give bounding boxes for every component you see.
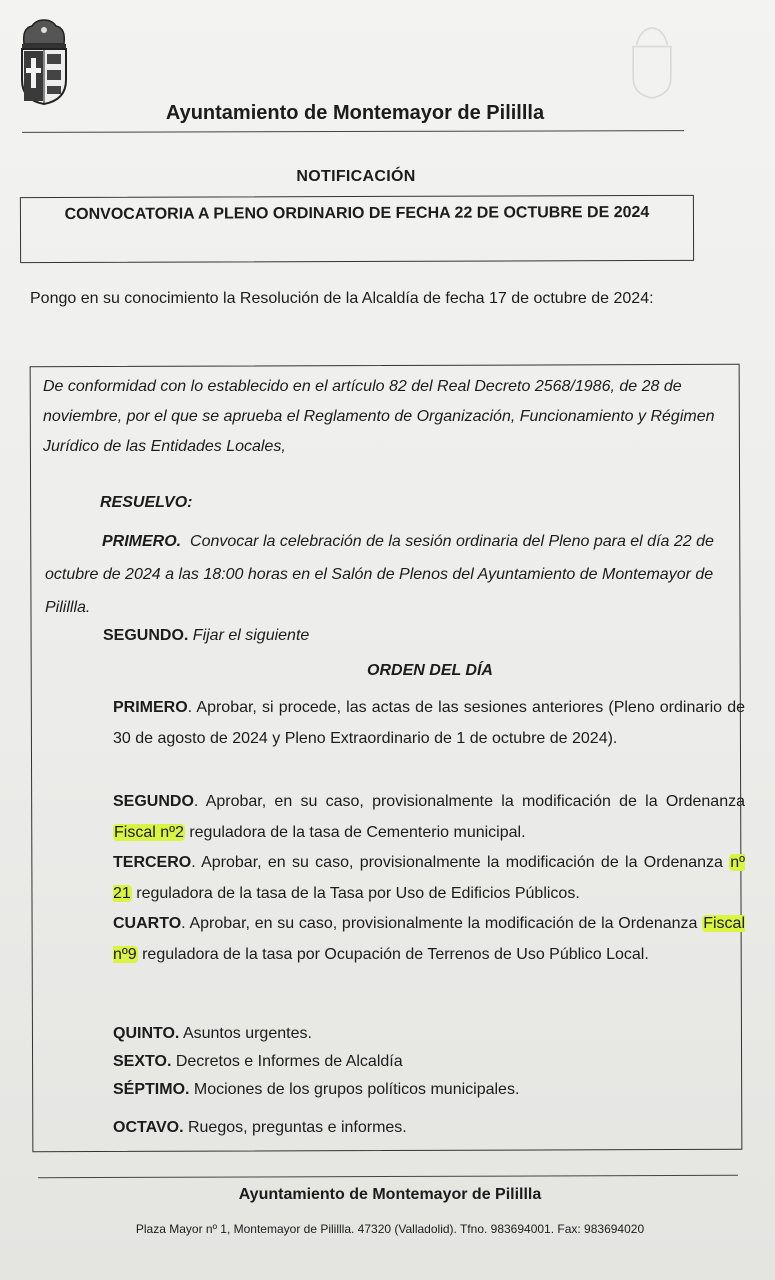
highlighted-text: nº 21 [113,854,745,902]
header-title: Ayuntamiento de Montemayor de Pilillla [165,102,545,124]
segundo-paragraph [103,627,309,645]
agenda-item-label: CUARTO [113,915,182,932]
header-divider [22,130,684,133]
crest-watermark-logo [628,24,676,100]
notification-heading: NOTIFICACIÓN [296,168,416,185]
agenda-item-7 [113,1074,745,1105]
agenda-item-3 [113,847,745,909]
agenda-item-8 [113,1112,745,1143]
highlighted-text: Fiscal nº9 [113,915,745,963]
agenda-item-1 [113,692,745,754]
footer-divider [38,1175,738,1178]
agenda-item-4 [113,908,745,970]
agenda-item-label: PRIMERO [113,699,188,716]
agenda-item-label: TERCERO [113,854,192,871]
highlighted-text: Fiscal nº2 [114,824,184,841]
legal-basis-paragraph: De conformidad con lo establecido en el artículo 82 del Real Decreto 2568/1986, de 28 de noviembre, por el que se aprueba el Reglamento de Organización, Funcionamiento y Régimen Jurídico de las Entidades Locales, [43,378,715,455]
primero-paragraph [45,525,735,624]
agenda-item-text: Ruegos, preguntas e informes. [183,1119,407,1136]
agenda-item-text: . Aprobar, en su caso, provisionalmente la modificación de la Ordenanza [191,854,730,871]
agenda-item-5 [113,1018,745,1049]
footer-title: Ayuntamiento de Montemayor de Pilillla [238,1186,542,1203]
agenda-item-label: OCTAVO. [113,1119,184,1136]
resuelvo-heading: RESUELVO: [100,494,193,511]
agenda-item-6 [113,1046,745,1077]
agenda-item-text: Decretos e Informes de Alcaldía [171,1053,403,1070]
agenda-item-text: reguladora de la tasa de la Tasa por Uso de Edificios Públicos. [131,885,580,902]
intro-paragraph: Pongo en su conocimiento la Resolución de la Alcaldía de fecha 17 de octubre de 2024: [30,290,654,307]
agenda-item-text: reguladora de la tasa de Cementerio municipal. [184,824,526,841]
segundo-text: Fijar el siguiente [192,627,310,644]
agenda-item-text: reguladora de la tasa por Ocupación de Terrenos de Uso Público Local. [137,946,649,963]
agenda-item-text: . Aprobar, si procede, las actas de las sesiones anteriores (Pleno ordinario de 30 de agosto de 2024 y Pleno Extraordinario de 1 de octubre de 2024). [113,699,745,747]
agenda-item-text: Mociones de los grupos políticos municipales. [189,1081,520,1098]
primero-label: PRIMERO. [102,533,182,550]
agenda-item-text: . Aprobar, en su caso, provisionalmente la modificación de la Ordenanza [193,793,745,810]
agenda-item-label: SEGUNDO [113,793,194,810]
convocation-title-box [20,195,694,263]
convocation-title: CONVOCATORIA A PLENO ORDINARIO DE FECHA 22 DE OCTUBRE DE 2024 [64,203,650,224]
orden-del-dia-title: ORDEN DEL DÍA [367,662,493,679]
agenda-item-text: . Aprobar, en su caso, provisionalmente la modificación de la Ordenanza [181,915,703,932]
agenda-item-2 [113,786,745,848]
municipal-coat-of-arms-logo [16,18,72,106]
footer-address: Plaza Mayor nº 1, Montemayor de Pilillla. 47320 (Valladolid). Tfno. 983694001. Fax: 983694020 [135,1222,645,1236]
agenda-item-label: SEXTO. [113,1053,172,1070]
primero-text: Convocar la celebración de la sesión ordinaria del Pleno para el día 22 de octubre de 2024 a las 18:00 horas en el Salón de Plenos del Ayuntamiento de Montemayor de Pilillla. [45,533,714,616]
agenda-item-label: QUINTO. [113,1025,180,1042]
segundo-label: SEGUNDO. [103,627,189,644]
agenda-item-text: Asuntos urgentes. [179,1025,312,1042]
agenda-item-label: SÉPTIMO. [113,1081,190,1098]
